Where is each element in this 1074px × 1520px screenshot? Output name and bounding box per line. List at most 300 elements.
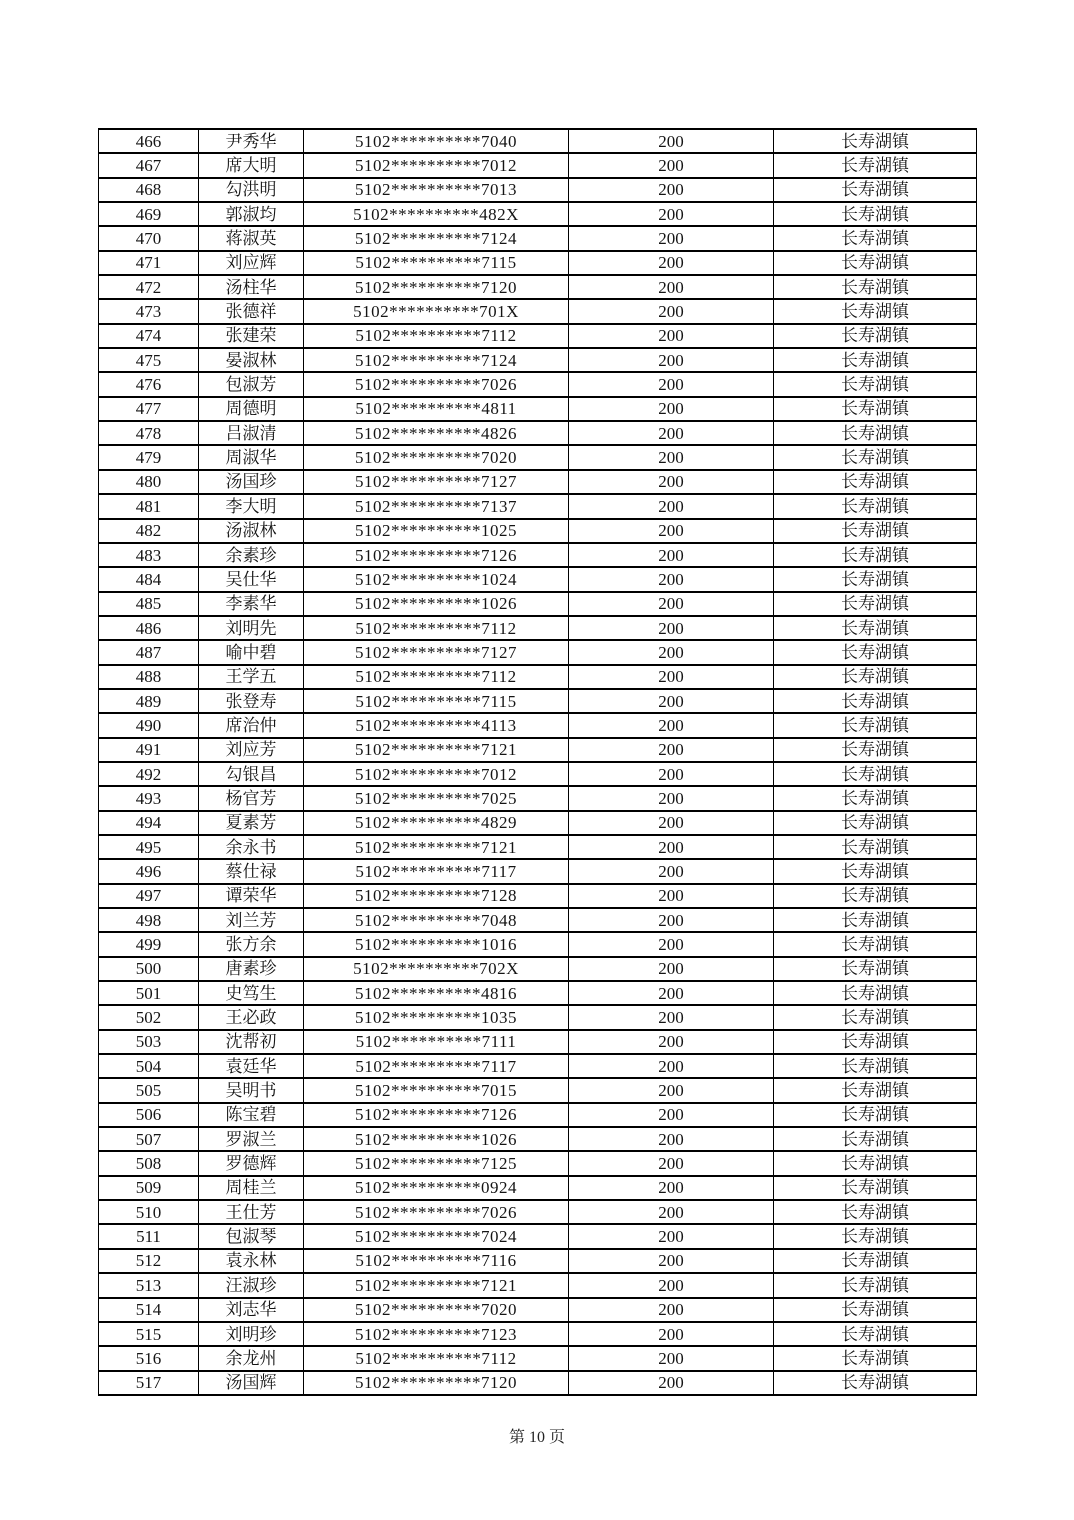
cell-index: 498 (99, 908, 199, 932)
cell-amount: 200 (569, 226, 774, 250)
cell-index: 469 (99, 202, 199, 226)
cell-index: 483 (99, 543, 199, 567)
cell-id-number: 5102**********7124 (304, 226, 569, 250)
cell-town: 长寿湖镇 (774, 519, 977, 543)
cell-name: 刘明珍 (199, 1322, 304, 1346)
cell-name: 汤淑林 (199, 519, 304, 543)
cell-index: 516 (99, 1346, 199, 1370)
table-row (99, 1151, 977, 1175)
cell-name: 沈帮初 (199, 1030, 304, 1054)
cell-amount: 200 (569, 713, 774, 737)
cell-id-number: 5102**********7116 (304, 1249, 569, 1273)
cell-id-number: 5102**********7020 (304, 1298, 569, 1322)
cell-name: 蔡仕禄 (199, 859, 304, 883)
cell-index: 497 (99, 884, 199, 908)
cell-name: 吴明书 (199, 1078, 304, 1102)
cell-index: 482 (99, 519, 199, 543)
cell-id-number: 5102**********4811 (304, 397, 569, 421)
cell-index: 494 (99, 811, 199, 835)
table-row (99, 397, 977, 421)
cell-name: 张建荣 (199, 324, 304, 348)
cell-id-number: 5102**********1016 (304, 932, 569, 956)
cell-name: 汪淑珍 (199, 1273, 304, 1297)
cell-id-number: 5102**********4829 (304, 811, 569, 835)
cell-index: 512 (99, 1249, 199, 1273)
cell-index: 484 (99, 567, 199, 591)
table-row (99, 1176, 977, 1200)
cell-index: 479 (99, 445, 199, 469)
cell-amount: 200 (569, 1273, 774, 1297)
cell-amount: 200 (569, 275, 774, 299)
table-row (99, 811, 977, 835)
cell-index: 491 (99, 738, 199, 762)
cell-index: 489 (99, 689, 199, 713)
cell-name: 余永书 (199, 835, 304, 859)
cell-name: 勾银昌 (199, 762, 304, 786)
cell-name: 张德祥 (199, 299, 304, 323)
cell-id-number: 5102**********7112 (304, 665, 569, 689)
table-row (99, 1346, 977, 1370)
cell-id-number: 5102**********4826 (304, 421, 569, 445)
cell-town: 长寿湖镇 (774, 494, 977, 518)
cell-amount: 200 (569, 1127, 774, 1151)
cell-id-number: 5102**********7013 (304, 178, 569, 202)
cell-amount: 200 (569, 908, 774, 932)
cell-amount: 200 (569, 1078, 774, 1102)
cell-index: 492 (99, 762, 199, 786)
cell-town: 长寿湖镇 (774, 908, 977, 932)
cell-id-number: 5102**********7115 (304, 689, 569, 713)
cell-town: 长寿湖镇 (774, 640, 977, 664)
cell-amount: 200 (569, 494, 774, 518)
cell-index: 513 (99, 1273, 199, 1297)
cell-amount: 200 (569, 884, 774, 908)
table-row (99, 1005, 977, 1029)
cell-town: 长寿湖镇 (774, 421, 977, 445)
cell-amount: 200 (569, 567, 774, 591)
cell-id-number: 5102**********7112 (304, 324, 569, 348)
cell-index: 506 (99, 1103, 199, 1127)
cell-town: 长寿湖镇 (774, 738, 977, 762)
cell-amount: 200 (569, 811, 774, 835)
table-row (99, 226, 977, 250)
cell-amount: 200 (569, 1200, 774, 1224)
cell-town: 长寿湖镇 (774, 299, 977, 323)
cell-amount: 200 (569, 957, 774, 981)
cell-id-number: 5102**********7126 (304, 543, 569, 567)
table-body (99, 129, 977, 1395)
cell-name: 王学五 (199, 665, 304, 689)
table-row (99, 689, 977, 713)
table-row (99, 981, 977, 1005)
cell-name: 汤国珍 (199, 470, 304, 494)
cell-amount: 200 (569, 470, 774, 494)
cell-index: 487 (99, 640, 199, 664)
cell-index: 480 (99, 470, 199, 494)
cell-town: 长寿湖镇 (774, 1054, 977, 1078)
cell-name: 郭淑均 (199, 202, 304, 226)
cell-index: 471 (99, 251, 199, 275)
cell-id-number: 5102**********702X (304, 957, 569, 981)
cell-amount: 200 (569, 1322, 774, 1346)
cell-town: 长寿湖镇 (774, 859, 977, 883)
cell-amount: 200 (569, 592, 774, 616)
cell-index: 474 (99, 324, 199, 348)
cell-index: 473 (99, 299, 199, 323)
cell-id-number: 5102**********7012 (304, 153, 569, 177)
cell-amount: 200 (569, 543, 774, 567)
table-row (99, 640, 977, 664)
table-row (99, 1200, 977, 1224)
table-row (99, 348, 977, 372)
cell-amount: 200 (569, 421, 774, 445)
table-row (99, 786, 977, 810)
cell-id-number: 5102**********7115 (304, 251, 569, 275)
cell-town: 长寿湖镇 (774, 129, 977, 153)
cell-name: 余素珍 (199, 543, 304, 567)
table-row (99, 153, 977, 177)
table-row (99, 908, 977, 932)
cell-id-number: 5102**********0924 (304, 1176, 569, 1200)
cell-id-number: 5102**********701X (304, 299, 569, 323)
cell-town: 长寿湖镇 (774, 1224, 977, 1248)
cell-town: 长寿湖镇 (774, 1322, 977, 1346)
cell-index: 476 (99, 372, 199, 396)
cell-name: 尹秀华 (199, 129, 304, 153)
cell-id-number: 5102**********7120 (304, 275, 569, 299)
cell-index: 481 (99, 494, 199, 518)
cell-index: 507 (99, 1127, 199, 1151)
table-row (99, 251, 977, 275)
cell-town: 长寿湖镇 (774, 275, 977, 299)
cell-id-number: 5102**********7015 (304, 1078, 569, 1102)
cell-id-number: 5102**********1024 (304, 567, 569, 591)
table-row (99, 884, 977, 908)
cell-amount: 200 (569, 519, 774, 543)
cell-id-number: 5102**********7125 (304, 1151, 569, 1175)
table-row (99, 1078, 977, 1102)
table-row (99, 1103, 977, 1127)
cell-id-number: 5102**********1026 (304, 592, 569, 616)
cell-id-number: 5102**********7112 (304, 1346, 569, 1370)
cell-amount: 200 (569, 786, 774, 810)
cell-name: 刘应辉 (199, 251, 304, 275)
cell-id-number: 5102**********7117 (304, 1054, 569, 1078)
cell-name: 陈宝碧 (199, 1103, 304, 1127)
cell-id-number: 5102**********7121 (304, 835, 569, 859)
cell-id-number: 5102**********482X (304, 202, 569, 226)
cell-amount: 200 (569, 372, 774, 396)
cell-name: 吴仕华 (199, 567, 304, 591)
table-row (99, 859, 977, 883)
cell-index: 466 (99, 129, 199, 153)
table-row (99, 129, 977, 153)
cell-name: 蒋淑英 (199, 226, 304, 250)
cell-name: 余龙州 (199, 1346, 304, 1370)
cell-amount: 200 (569, 1346, 774, 1370)
cell-amount: 200 (569, 397, 774, 421)
cell-name: 汤国辉 (199, 1371, 304, 1395)
cell-name: 勾洪明 (199, 178, 304, 202)
cell-town: 长寿湖镇 (774, 884, 977, 908)
cell-id-number: 5102**********7026 (304, 372, 569, 396)
cell-index: 477 (99, 397, 199, 421)
cell-amount: 200 (569, 445, 774, 469)
cell-town: 长寿湖镇 (774, 372, 977, 396)
cell-index: 468 (99, 178, 199, 202)
cell-id-number: 5102**********7026 (304, 1200, 569, 1224)
cell-amount: 200 (569, 1054, 774, 1078)
cell-town: 长寿湖镇 (774, 713, 977, 737)
table-row (99, 1298, 977, 1322)
cell-index: 467 (99, 153, 199, 177)
table-row (99, 324, 977, 348)
cell-id-number: 5102**********7127 (304, 470, 569, 494)
cell-id-number: 5102**********7112 (304, 616, 569, 640)
cell-name: 张方余 (199, 932, 304, 956)
cell-name: 王必政 (199, 1005, 304, 1029)
cell-amount: 200 (569, 251, 774, 275)
cell-town: 长寿湖镇 (774, 689, 977, 713)
cell-index: 478 (99, 421, 199, 445)
cell-name: 张登寿 (199, 689, 304, 713)
cell-index: 496 (99, 859, 199, 883)
cell-town: 长寿湖镇 (774, 445, 977, 469)
table-row (99, 665, 977, 689)
cell-town: 长寿湖镇 (774, 932, 977, 956)
cell-name: 包淑琴 (199, 1224, 304, 1248)
cell-town: 长寿湖镇 (774, 786, 977, 810)
cell-id-number: 5102**********1025 (304, 519, 569, 543)
cell-name: 晏淑林 (199, 348, 304, 372)
cell-town: 长寿湖镇 (774, 957, 977, 981)
cell-index: 486 (99, 616, 199, 640)
table-row (99, 1127, 977, 1151)
cell-amount: 200 (569, 738, 774, 762)
cell-id-number: 5102**********4816 (304, 981, 569, 1005)
table-row (99, 762, 977, 786)
cell-index: 490 (99, 713, 199, 737)
cell-id-number: 5102**********7025 (304, 786, 569, 810)
table-row (99, 567, 977, 591)
cell-id-number: 5102**********7117 (304, 859, 569, 883)
cell-id-number: 5102**********4113 (304, 713, 569, 737)
cell-town: 长寿湖镇 (774, 1127, 977, 1151)
cell-amount: 200 (569, 1103, 774, 1127)
cell-id-number: 5102**********7124 (304, 348, 569, 372)
cell-town: 长寿湖镇 (774, 397, 977, 421)
cell-town: 长寿湖镇 (774, 592, 977, 616)
cell-index: 511 (99, 1224, 199, 1248)
cell-id-number: 5102**********7126 (304, 1103, 569, 1127)
table-row (99, 494, 977, 518)
cell-id-number: 5102**********1026 (304, 1127, 569, 1151)
cell-name: 唐素珍 (199, 957, 304, 981)
cell-name: 罗淑兰 (199, 1127, 304, 1151)
table-row (99, 470, 977, 494)
table-row (99, 299, 977, 323)
cell-id-number: 5102**********7040 (304, 129, 569, 153)
table-row (99, 421, 977, 445)
cell-index: 500 (99, 957, 199, 981)
cell-name: 刘明先 (199, 616, 304, 640)
cell-amount: 200 (569, 1005, 774, 1029)
cell-index: 502 (99, 1005, 199, 1029)
cell-town: 长寿湖镇 (774, 567, 977, 591)
cell-name: 周德明 (199, 397, 304, 421)
cell-index: 510 (99, 1200, 199, 1224)
table-row (99, 957, 977, 981)
cell-town: 长寿湖镇 (774, 1371, 977, 1395)
cell-index: 475 (99, 348, 199, 372)
cell-town: 长寿湖镇 (774, 1176, 977, 1200)
cell-town: 长寿湖镇 (774, 324, 977, 348)
table-row (99, 1273, 977, 1297)
cell-name: 李大明 (199, 494, 304, 518)
cell-town: 长寿湖镇 (774, 1200, 977, 1224)
cell-name: 夏素芳 (199, 811, 304, 835)
cell-amount: 200 (569, 1298, 774, 1322)
cell-name: 周桂兰 (199, 1176, 304, 1200)
cell-town: 长寿湖镇 (774, 835, 977, 859)
cell-amount: 200 (569, 178, 774, 202)
table-row (99, 519, 977, 543)
cell-index: 470 (99, 226, 199, 250)
table-row (99, 932, 977, 956)
cell-name: 史笃生 (199, 981, 304, 1005)
cell-id-number: 5102**********7048 (304, 908, 569, 932)
cell-amount: 200 (569, 348, 774, 372)
cell-amount: 200 (569, 859, 774, 883)
cell-id-number: 5102**********7024 (304, 1224, 569, 1248)
cell-index: 508 (99, 1151, 199, 1175)
cell-amount: 200 (569, 1249, 774, 1273)
cell-name: 袁廷华 (199, 1054, 304, 1078)
cell-name: 刘兰芳 (199, 908, 304, 932)
cell-name: 喻中碧 (199, 640, 304, 664)
cell-index: 509 (99, 1176, 199, 1200)
cell-name: 汤柱华 (199, 275, 304, 299)
cell-amount: 200 (569, 299, 774, 323)
cell-amount: 200 (569, 835, 774, 859)
table-row (99, 1224, 977, 1248)
cell-name: 席治仲 (199, 713, 304, 737)
cell-amount: 200 (569, 1151, 774, 1175)
cell-id-number: 5102**********7127 (304, 640, 569, 664)
table-row (99, 372, 977, 396)
cell-index: 503 (99, 1030, 199, 1054)
cell-id-number: 5102**********1035 (304, 1005, 569, 1029)
cell-town: 长寿湖镇 (774, 153, 977, 177)
table-row (99, 738, 977, 762)
cell-town: 长寿湖镇 (774, 981, 977, 1005)
cell-index: 493 (99, 786, 199, 810)
cell-name: 吕淑清 (199, 421, 304, 445)
cell-index: 485 (99, 592, 199, 616)
cell-town: 长寿湖镇 (774, 616, 977, 640)
table-row (99, 1030, 977, 1054)
cell-name: 刘应芳 (199, 738, 304, 762)
cell-index: 495 (99, 835, 199, 859)
cell-town: 长寿湖镇 (774, 226, 977, 250)
cell-town: 长寿湖镇 (774, 251, 977, 275)
cell-index: 504 (99, 1054, 199, 1078)
table-row (99, 1054, 977, 1078)
page-footer (0, 1424, 1074, 1447)
page-number-label: 第 10 页 (508, 1429, 565, 1446)
table-row (99, 1249, 977, 1273)
cell-town: 长寿湖镇 (774, 1346, 977, 1370)
table-row (99, 835, 977, 859)
cell-id-number: 5102**********7123 (304, 1322, 569, 1346)
cell-name: 袁永林 (199, 1249, 304, 1273)
cell-index: 517 (99, 1371, 199, 1395)
cell-amount: 200 (569, 1224, 774, 1248)
cell-amount: 200 (569, 932, 774, 956)
cell-id-number: 5102**********7121 (304, 1273, 569, 1297)
cell-town: 长寿湖镇 (774, 762, 977, 786)
cell-index: 488 (99, 665, 199, 689)
cell-amount: 200 (569, 981, 774, 1005)
cell-id-number: 5102**********7128 (304, 884, 569, 908)
cell-id-number: 5102**********7137 (304, 494, 569, 518)
cell-town: 长寿湖镇 (774, 178, 977, 202)
cell-amount: 200 (569, 1371, 774, 1395)
cell-amount: 200 (569, 665, 774, 689)
cell-town: 长寿湖镇 (774, 543, 977, 567)
cell-index: 505 (99, 1078, 199, 1102)
cell-id-number: 5102**********7111 (304, 1030, 569, 1054)
cell-index: 514 (99, 1298, 199, 1322)
table-row (99, 592, 977, 616)
table-row (99, 445, 977, 469)
cell-amount: 200 (569, 762, 774, 786)
cell-index: 501 (99, 981, 199, 1005)
cell-name: 席大明 (199, 153, 304, 177)
cell-town: 长寿湖镇 (774, 1030, 977, 1054)
cell-amount: 200 (569, 202, 774, 226)
payment-record-table (98, 128, 977, 1396)
table-row (99, 713, 977, 737)
cell-index: 515 (99, 1322, 199, 1346)
cell-amount: 200 (569, 324, 774, 348)
cell-amount: 200 (569, 640, 774, 664)
table-row (99, 1322, 977, 1346)
cell-town: 长寿湖镇 (774, 1103, 977, 1127)
cell-name: 刘志华 (199, 1298, 304, 1322)
cell-town: 长寿湖镇 (774, 470, 977, 494)
cell-town: 长寿湖镇 (774, 348, 977, 372)
cell-amount: 200 (569, 129, 774, 153)
cell-town: 长寿湖镇 (774, 1298, 977, 1322)
table-row (99, 275, 977, 299)
cell-name: 罗德辉 (199, 1151, 304, 1175)
cell-town: 长寿湖镇 (774, 665, 977, 689)
cell-town: 长寿湖镇 (774, 202, 977, 226)
cell-name: 包淑芳 (199, 372, 304, 396)
table-row (99, 1371, 977, 1395)
cell-id-number: 5102**********7020 (304, 445, 569, 469)
cell-index: 472 (99, 275, 199, 299)
cell-name: 李素华 (199, 592, 304, 616)
cell-name: 周淑华 (199, 445, 304, 469)
cell-town: 长寿湖镇 (774, 1273, 977, 1297)
cell-id-number: 5102**********7121 (304, 738, 569, 762)
cell-id-number: 5102**********7120 (304, 1371, 569, 1395)
table-row (99, 178, 977, 202)
cell-amount: 200 (569, 1176, 774, 1200)
table-row (99, 202, 977, 226)
